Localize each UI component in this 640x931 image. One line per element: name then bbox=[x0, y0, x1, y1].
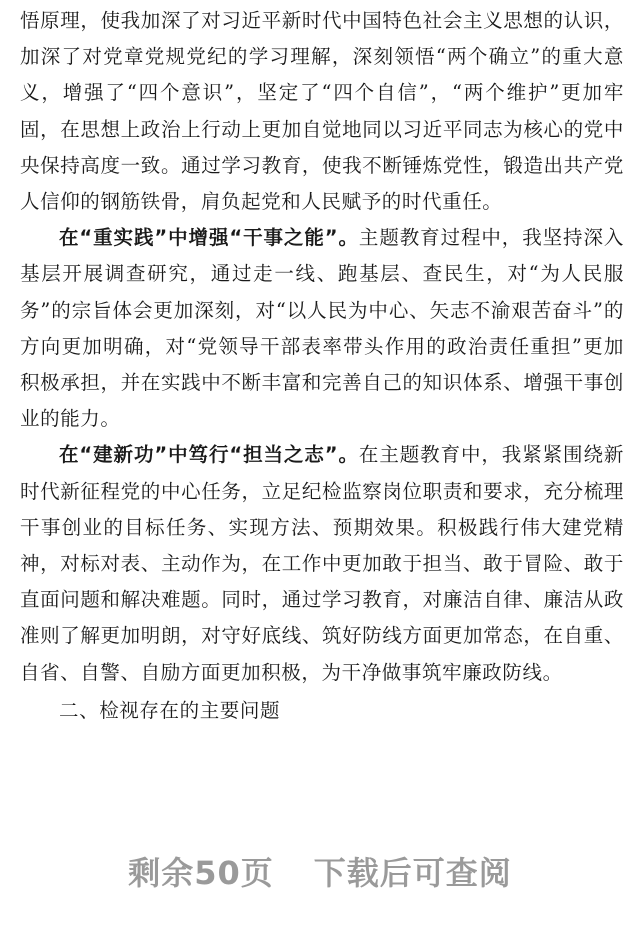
intro-paragraph: 悟原理，使我加深了对习近平新时代中国特色社会主义思想的认识，加深了对党章党规党纪的学习理解，深刻领悟“两个确立”的重大意义，增强了“四个意识”，坚定了“四个自信”，“两个维护”更加牢固，在思想上政治上行动上更加自觉地同以习近平同志为核心的党中央保持高度一致。通过学习教育，使我不断锤炼党性，锻造出共产党人信仰的钢筋铁骨，肩负起党和人民赋予的时代重任。 bbox=[20, 9, 624, 214]
practice-body: 主题教育过程中，我坚持深入基层开展调查研究，通过走一线、跑基层、查民生，对“为人民服务”的宗旨体会更加深刻，对“以人民为中心、矢志不渝艰苦奋斗”的方向更加明确，对“党领导干部表率带头作用的政治责任重担”更加积极承担，并在实践中不断丰富和完善自己的知识体系、增强干事创业的能力。 bbox=[20, 226, 624, 431]
practice-paragraph bbox=[20, 220, 624, 437]
document-page bbox=[20, 0, 624, 729]
section-two-heading: 二、检视存在的主要问题 bbox=[59, 698, 281, 722]
achievement-body: 在主题教育中，我紧紧围绕新时代新征程党的中心任务，立足纪检监察岗位职责和要求，充分梳理干事创业的目标任务、实现方法、预期效果。积极践行伟大建党精神，对标对表、主动作为，在工作中更加敢于担当、敢于冒险、敢于直面问题和解决难题。同时，通过学习教育，对廉洁自律、廉洁从政准则了解更加明朗，对守好底线、筑好防线方面更加常态，在自重、自省、自警、自励方面更加积极，为干净做事筑牢廉政防线。 bbox=[20, 443, 624, 684]
achievement-lead: 在“建新功”中笃行“担当之志”。 bbox=[59, 443, 359, 467]
practice-lead: 在“重实践”中增强“干事之能”。 bbox=[59, 226, 359, 250]
download-banner[interactable] bbox=[0, 848, 640, 894]
achievement-paragraph bbox=[20, 437, 624, 690]
remaining-pages-text: 剩余50页 bbox=[128, 854, 274, 892]
download-prompt-text: 下载后可查阅 bbox=[313, 854, 512, 892]
